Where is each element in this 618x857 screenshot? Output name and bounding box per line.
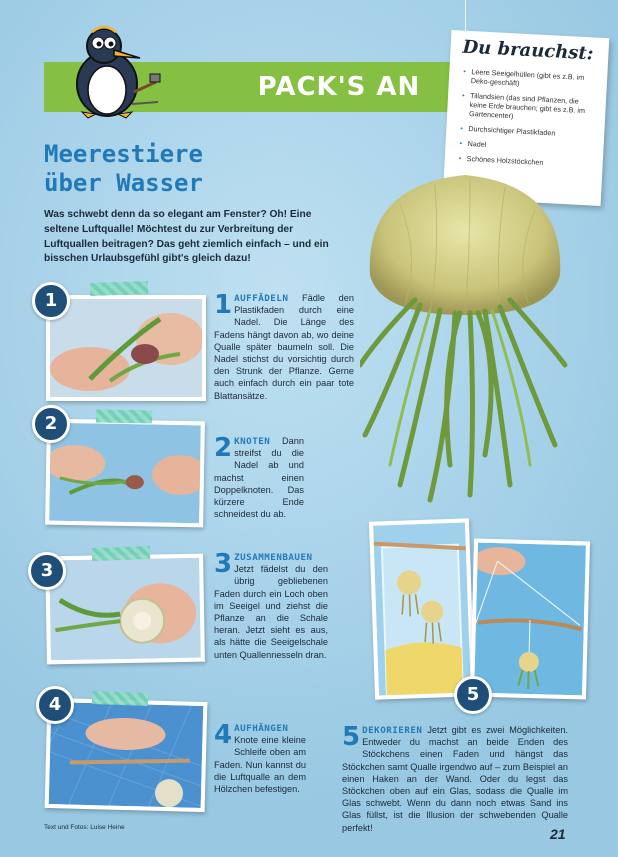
step-1-photo xyxy=(46,295,206,401)
article-title xyxy=(44,140,294,198)
air-jellyfish-photo xyxy=(360,165,570,505)
supplies-item: • Schönes Holzstöckchen xyxy=(459,154,594,170)
step-3-number: 3 xyxy=(214,549,233,579)
page-number: 21 xyxy=(550,826,566,842)
supplies-item: • Nadel xyxy=(459,139,594,155)
step-3-heading: ZUSAMMENBAUEN xyxy=(234,552,313,563)
step-5-heading: DEKORIEREN xyxy=(362,725,423,736)
article-intro: Was schwebt denn da so elegant am Fenster? Oh! Eine seltene Luftqualle! Möchtest du zur Verbreitung der Luftquallen beitragen? Das geht ziemlich einfach – und ein bisschen Urlaubsgefühl gibt's gleich dazu! xyxy=(44,209,329,265)
step-1-badge: 1 xyxy=(32,282,70,320)
penguin-mascot-illustration xyxy=(52,22,162,120)
step-4-badge: 4 xyxy=(36,686,74,724)
banner-title: PACK'S AN xyxy=(257,72,421,102)
step-5-body: Jetzt gibt es zwei Möglichkeiten. Entweder du machst an beide Enden des Stöckchens einen Faden und hängst das Stöckchen samt Qualle irgendwo auf – zum Beispiel an einen Haken an der Wand. Oder du legst das Stöckchen oben auf ein Glas, sodass die Qualle im Glas schwebt. Wenn du dann noch etwas Sand ins Glas füllst, ist die Illusion der schwebenden Qualle perfekt! xyxy=(342,725,568,833)
supplies-item: • Durchsichtiger Plastikfaden xyxy=(460,124,595,140)
step-2-badge: 2 xyxy=(32,405,70,443)
step-5-hanging-photo xyxy=(470,539,590,700)
supplies-title: Du brauchst: xyxy=(462,36,594,65)
step-5-badge: 5 xyxy=(454,676,492,714)
tape-strip xyxy=(92,546,150,561)
supplies-item: • Leere Seeigelhüllen (gibt es z.B. im Deko-geschäft) xyxy=(463,67,599,92)
step-1-heading: AUFFÄDELN xyxy=(234,293,289,304)
article-title-line-1: Meerestiere xyxy=(44,140,203,168)
step-5-glass-photo xyxy=(369,518,475,699)
article-title-line-2: über Wasser xyxy=(44,169,203,197)
step-3-photo xyxy=(45,554,205,665)
supplies-item: • Tillandsien (das sind Pflanzen, die keine Erde brauchen; gibt es z.B. im Gartencenter) xyxy=(461,91,597,125)
tape-strip xyxy=(92,691,148,706)
step-4-heading: AUFHÄNGEN xyxy=(234,723,289,734)
step-2-body: Dann streifst du die Nadel ab und machst einen Doppelknoten. Das kürzere Ende schneidest du ab. xyxy=(214,436,304,520)
step-1-number: 1 xyxy=(214,290,233,320)
step-2-number: 2 xyxy=(214,433,233,463)
step-2-photo xyxy=(45,419,205,528)
tape-strip xyxy=(96,410,152,424)
step-3-text xyxy=(214,551,328,661)
step-5-number: 5 xyxy=(342,722,361,752)
step-2-text xyxy=(214,435,304,520)
step-4-text xyxy=(214,722,306,795)
step-3-body: Jetzt fädelst du den übrig gebliebenen Faden durch ein Loch oben im Seeigel und ziehst die Pflanze an die Schale heran. Jetzt sieht es aus, als hätte die Seeigelschale unten Quallennesseln dran. xyxy=(214,564,328,660)
step-1-text xyxy=(214,292,354,402)
photo-credit: Text und Fotos: Luise Heine xyxy=(44,824,125,831)
step-1-body: Fädle den Plastikfaden durch eine Nadel. Die Länge des Fadens hängt davon ab, wo deine Qualle später baumeln soll. Die Nadel stichst du vorsichtig durch den Strunk der Pflanze. Gerne auch einfach durch ein paar tote Blattansätze. xyxy=(214,293,354,401)
step-3-badge: 3 xyxy=(28,552,66,590)
tape-strip xyxy=(90,281,148,296)
step-2-heading: KNOTEN xyxy=(234,436,271,447)
step-4-body: Knote eine kleine Schleife oben am Faden. Nun kannst du die Luftqualle an dem Hölzchen befestigen. xyxy=(214,735,306,795)
step-4-number: 4 xyxy=(214,720,233,750)
supplies-list xyxy=(458,67,598,176)
step-5-text xyxy=(342,724,568,834)
